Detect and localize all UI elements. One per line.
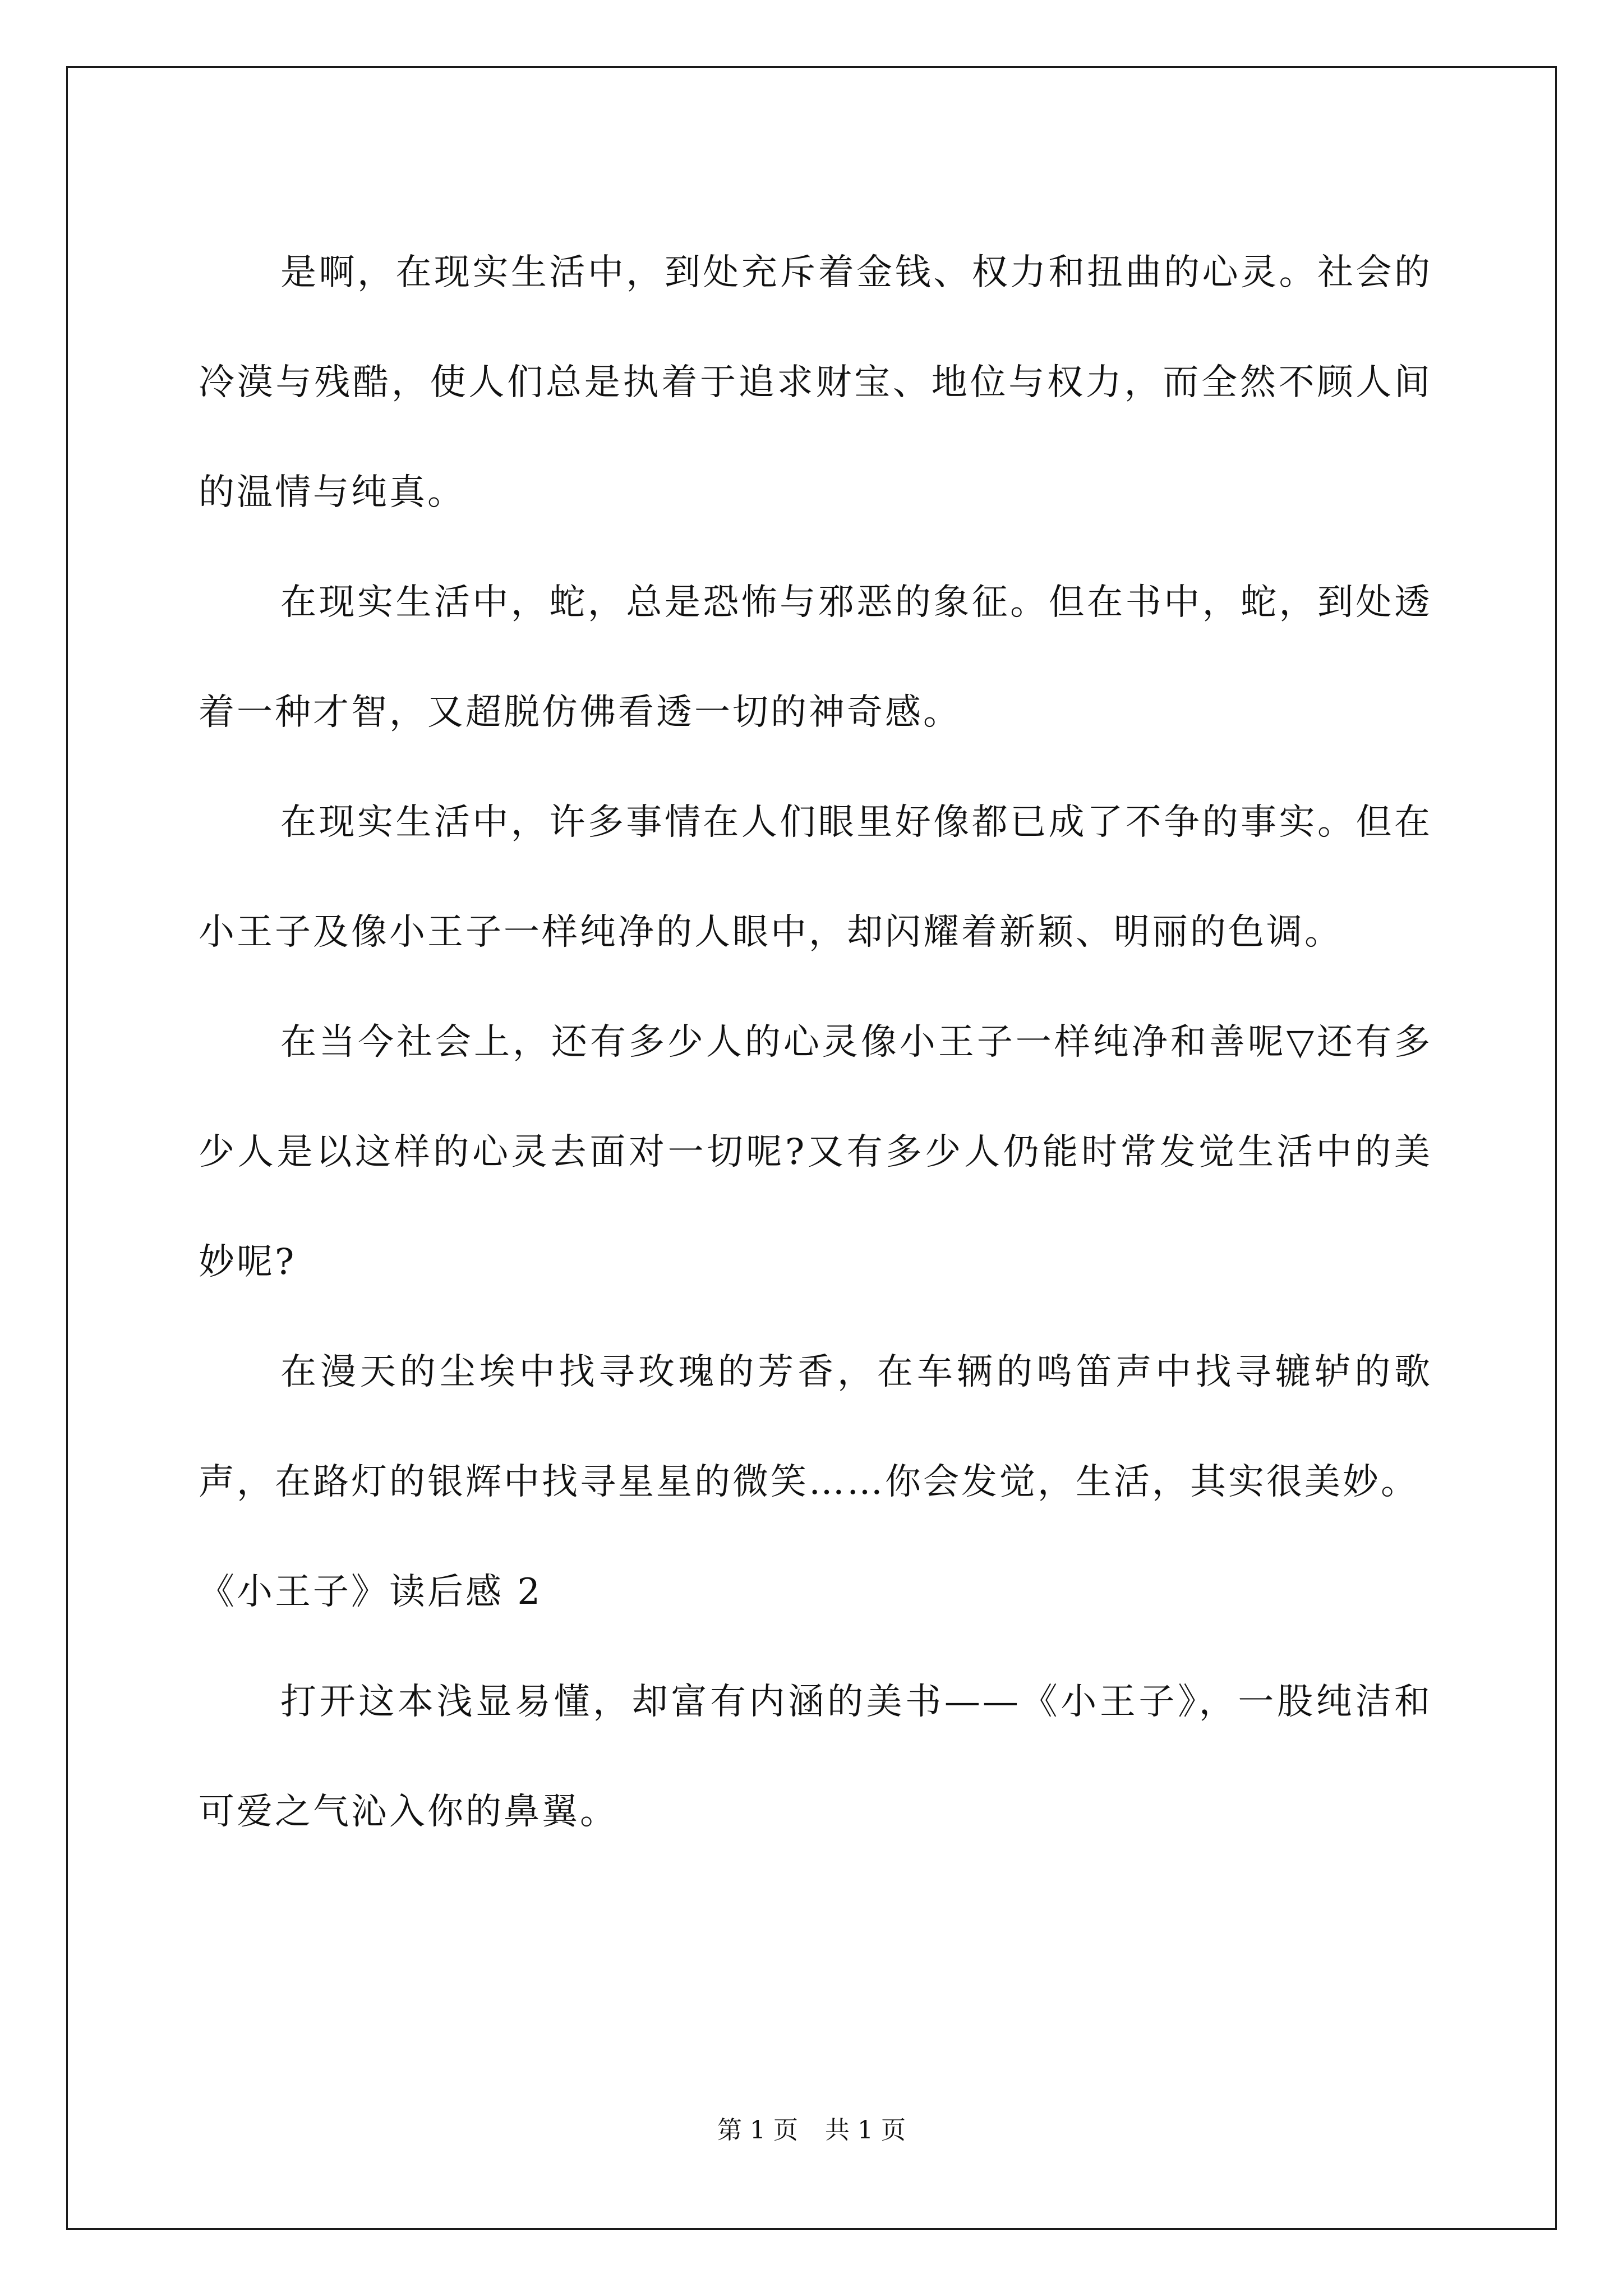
paragraph-5: 在漫天的尘埃中找寻玫瑰的芳香，在车辆的鸣笛声中找寻辘轳的歌声，在路灯的银辉中找寻星星的微笑……你会发觉，生活，其实很美妙。 (199, 1351, 1432, 1503)
page-number: 第 1 页 (717, 2116, 798, 2145)
paragraph-2: 在现实生活中，蛇，总是恐怖与邪恶的象征。但在书中，蛇，到处透着一种才智，又超脱仿佛看透一切的神奇感。 (199, 582, 1432, 733)
paragraph-6: 打开这本浅显易懂，却富有内涵的美书——《小王子》，一股纯洁和可爱之气沁入你的鼻翼。 (199, 1681, 1432, 1833)
paragraph-4: 在当今社会上，还有多少人的心灵像小王子一样纯净和善呢▽还有多少人是以这样的心灵去面对一切呢?又有多少人仍能时常发觉生活中的美妙呢? (199, 1022, 1432, 1283)
paragraph-3: 在现实生活中，许多事情在人们眼里好像都已成了不争的事实。但在小王子及像小王子一样纯净的人眼中，却闪耀着新颖、明丽的色调。 (199, 802, 1432, 953)
page-total: 共 1 页 (825, 2116, 906, 2145)
page-footer (0, 2114, 1623, 2147)
paragraph-1: 是啊，在现实生活中，到处充斥着金钱、权力和扭曲的心灵。社会的冷漠与残酷，使人们总是执着于追求财宝、地位与权力，而全然不顾人间的温情与纯真。 (199, 252, 1432, 513)
document-body (199, 218, 1432, 1867)
section-heading: 《小王子》读后感 2 (199, 1571, 543, 1613)
